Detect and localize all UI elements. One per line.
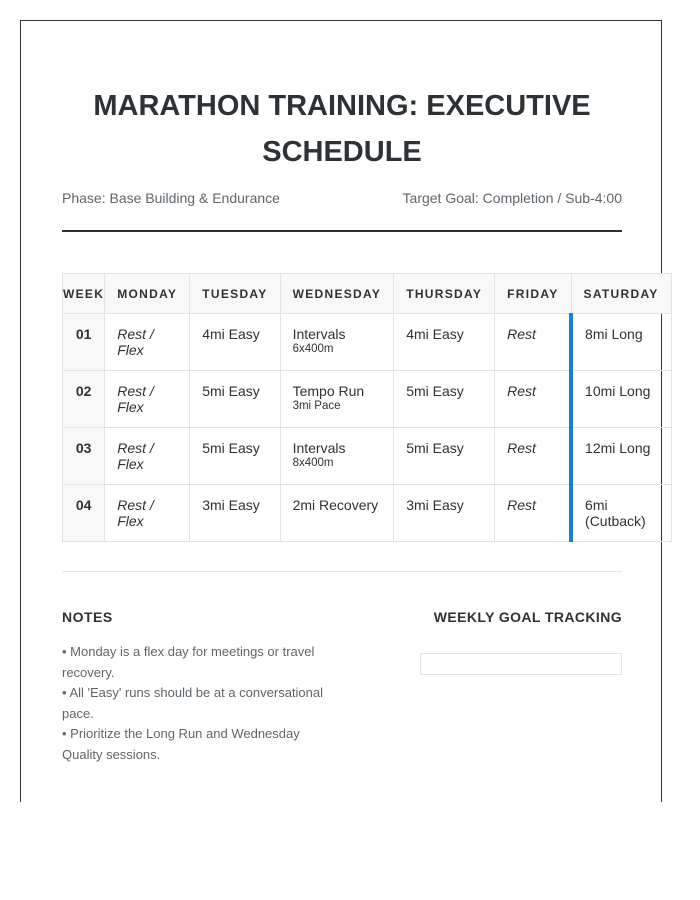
thursday-cell: 3mi Easy (394, 485, 495, 542)
column-header-saturday: SATURDAY (571, 274, 671, 314)
saturday-cell: 10mi Long (571, 371, 671, 428)
schedule-page (20, 20, 662, 802)
wednesday-cell (280, 371, 394, 428)
friday-cell: Rest (495, 314, 571, 371)
wednesday-cell (280, 314, 394, 371)
column-header-friday: FRIDAY (495, 274, 571, 314)
page-title: MARATHON TRAINING: EXECUTIVE SCHEDULE (93, 90, 591, 168)
wednesday-workout: Intervals (292, 440, 346, 456)
wednesday-workout: Tempo Run (292, 383, 365, 399)
table-row (63, 371, 672, 428)
training-schedule-table (62, 273, 672, 542)
header-divider (62, 230, 622, 232)
column-header-thursday: THURSDAY (394, 274, 495, 314)
wednesday-detail: 6x400m (292, 343, 334, 355)
thursday-cell: 5mi Easy (394, 428, 495, 485)
wednesday-detail: 8x400m (292, 457, 334, 469)
column-header-tuesday: TUESDAY (190, 274, 280, 314)
table-row (63, 314, 672, 371)
saturday-cell: 12mi Long (571, 428, 671, 485)
week-number: 04 (63, 485, 105, 542)
wednesday-detail: 3mi Pace (292, 400, 341, 412)
notes-heading: NOTES (62, 609, 113, 625)
thursday-cell: 4mi Easy (394, 314, 495, 371)
friday-cell: Rest (495, 428, 571, 485)
tuesday-cell: 5mi Easy (190, 428, 280, 485)
friday-cell: Rest (495, 485, 571, 542)
column-header-wednesday: WEDNESDAY (280, 274, 394, 314)
tuesday-cell: 4mi Easy (190, 314, 280, 371)
tuesday-cell: 5mi Easy (190, 371, 280, 428)
thursday-cell: 5mi Easy (394, 371, 495, 428)
monday-cell: Rest / Flex (105, 428, 190, 485)
note-item: • Monday is a flex day for meetings or travel recovery. (62, 644, 315, 680)
saturday-cell: 6mi (Cutback) (571, 485, 671, 542)
notes-list (62, 642, 332, 765)
column-header-monday: MONDAY (105, 274, 190, 314)
note-item: • Prioritize the Long Run and Wednesday Quality sessions. (62, 726, 300, 762)
monday-cell: Rest / Flex (105, 485, 190, 542)
phase-label: Phase: Base Building & Endurance (62, 190, 280, 206)
tuesday-cell: 3mi Easy (190, 485, 280, 542)
goal-tracking-field[interactable] (420, 653, 622, 675)
friday-cell: Rest (495, 371, 571, 428)
column-header-week: WEEK (63, 274, 105, 314)
target-goal-label: Target Goal: Completion / Sub-4:00 (402, 190, 622, 206)
week-number: 01 (63, 314, 105, 371)
monday-cell: Rest / Flex (105, 371, 190, 428)
wednesday-workout: Intervals (292, 326, 346, 342)
table-row (63, 485, 672, 542)
monday-cell: Rest / Flex (105, 314, 190, 371)
wednesday-cell (280, 428, 394, 485)
week-number: 03 (63, 428, 105, 485)
section-divider (62, 571, 622, 572)
note-item: • All 'Easy' runs should be at a conversational pace. (62, 685, 323, 721)
wednesday-cell: 2mi Recovery (280, 485, 394, 542)
goal-tracking-heading: WEEKLY GOAL TRACKING (433, 609, 622, 625)
table-header-row (63, 274, 672, 314)
week-number: 02 (63, 371, 105, 428)
saturday-cell: 8mi Long (571, 314, 671, 371)
table-row (63, 428, 672, 485)
